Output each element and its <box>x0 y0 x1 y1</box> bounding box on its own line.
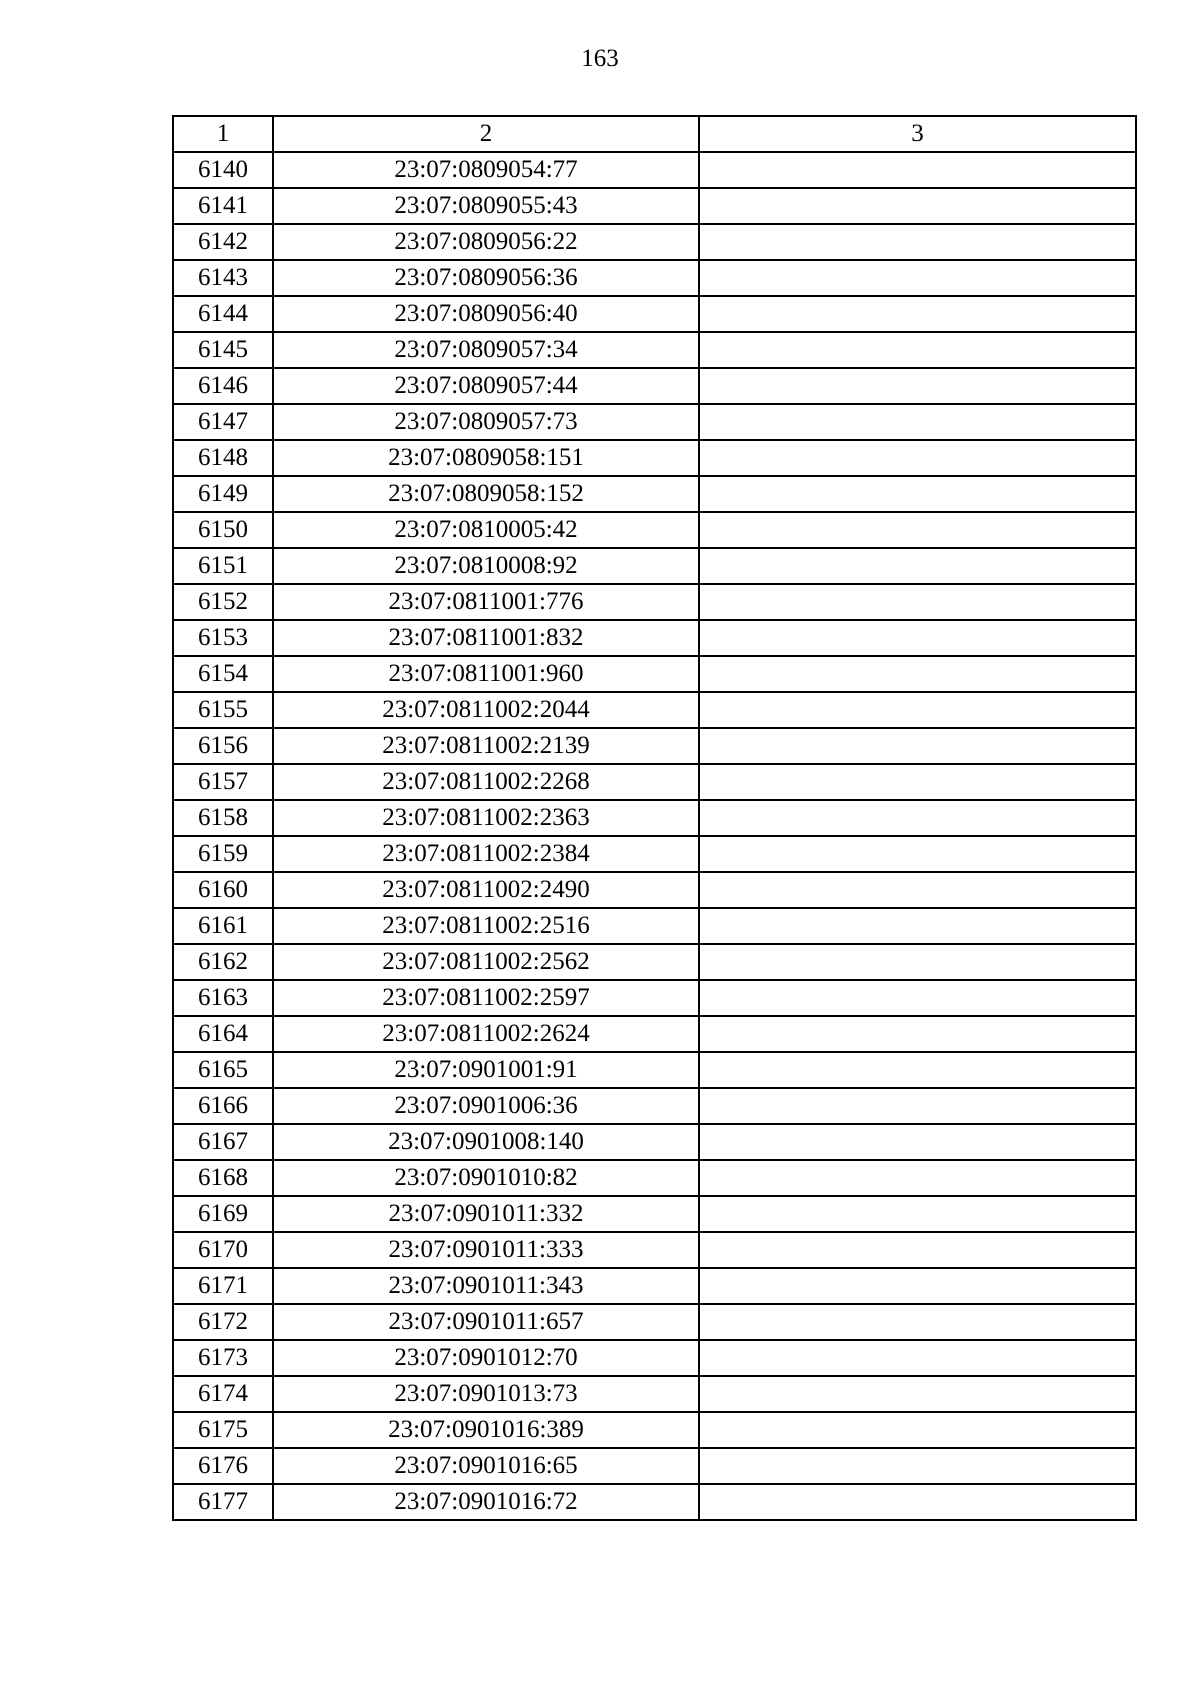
cell-number: 6168 <box>173 1160 273 1196</box>
table-row <box>173 584 1136 620</box>
table-row <box>173 1232 1136 1268</box>
cell-number: 6171 <box>173 1268 273 1304</box>
cell-number: 6151 <box>173 548 273 584</box>
cell-cadastral-number: 23:07:0809056:40 <box>273 296 699 332</box>
cell-note <box>699 656 1136 692</box>
cell-cadastral-number: 23:07:0811002:2624 <box>273 1016 699 1052</box>
cell-cadastral-number: 23:07:0811002:2516 <box>273 908 699 944</box>
cell-number: 6159 <box>173 836 273 872</box>
cell-note <box>699 1124 1136 1160</box>
cell-cadastral-number: 23:07:0901011:343 <box>273 1268 699 1304</box>
cell-number: 6166 <box>173 1088 273 1124</box>
cell-note <box>699 260 1136 296</box>
table-row <box>173 1484 1136 1520</box>
cell-number: 6149 <box>173 476 273 512</box>
table-row <box>173 476 1136 512</box>
table-row <box>173 1340 1136 1376</box>
cell-cadastral-number: 23:07:0901016:65 <box>273 1448 699 1484</box>
cell-note <box>699 1412 1136 1448</box>
table-row <box>173 800 1136 836</box>
table-row <box>173 224 1136 260</box>
cell-note <box>699 908 1136 944</box>
table-row <box>173 872 1136 908</box>
cell-note <box>699 404 1136 440</box>
cell-number: 6141 <box>173 188 273 224</box>
cell-note <box>699 188 1136 224</box>
cell-number: 6148 <box>173 440 273 476</box>
cell-number: 6143 <box>173 260 273 296</box>
cell-cadastral-number: 23:07:0901013:73 <box>273 1376 699 1412</box>
cell-cadastral-number: 23:07:0811002:2597 <box>273 980 699 1016</box>
cell-note <box>699 548 1136 584</box>
cell-number: 6156 <box>173 728 273 764</box>
cell-cadastral-number: 23:07:0810005:42 <box>273 512 699 548</box>
table-row <box>173 620 1136 656</box>
table-row <box>173 296 1136 332</box>
cell-cadastral-number: 23:07:0811002:2139 <box>273 728 699 764</box>
cell-cadastral-number: 23:07:0811001:832 <box>273 620 699 656</box>
cell-number: 6163 <box>173 980 273 1016</box>
cell-number: 6157 <box>173 764 273 800</box>
cell-note <box>699 1160 1136 1196</box>
table-row <box>173 764 1136 800</box>
cell-note <box>699 1232 1136 1268</box>
cell-cadastral-number: 23:07:0811002:2490 <box>273 872 699 908</box>
table-row <box>173 944 1136 980</box>
cell-cadastral-number: 23:07:0901008:140 <box>273 1124 699 1160</box>
cell-number: 6161 <box>173 908 273 944</box>
table-row <box>173 548 1136 584</box>
table-row <box>173 836 1136 872</box>
table-row <box>173 440 1136 476</box>
table-row <box>173 512 1136 548</box>
table-row <box>173 1160 1136 1196</box>
cell-cadastral-number: 23:07:0901011:333 <box>273 1232 699 1268</box>
column-header-2: 2 <box>273 116 699 152</box>
cell-note <box>699 1484 1136 1520</box>
cell-number: 6153 <box>173 620 273 656</box>
cell-number: 6146 <box>173 368 273 404</box>
cell-cadastral-number: 23:07:0809058:152 <box>273 476 699 512</box>
cell-cadastral-number: 23:07:0901011:332 <box>273 1196 699 1232</box>
cell-number: 6173 <box>173 1340 273 1376</box>
cell-number: 6147 <box>173 404 273 440</box>
cell-number: 6175 <box>173 1412 273 1448</box>
cell-number: 6176 <box>173 1448 273 1484</box>
cell-note <box>699 440 1136 476</box>
cell-cadastral-number: 23:07:0809055:43 <box>273 188 699 224</box>
table-row <box>173 656 1136 692</box>
cell-note <box>699 368 1136 404</box>
cell-number: 6167 <box>173 1124 273 1160</box>
table-row <box>173 1052 1136 1088</box>
table-row <box>173 1088 1136 1124</box>
cell-note <box>699 620 1136 656</box>
column-header-1: 1 <box>173 116 273 152</box>
cell-number: 6165 <box>173 1052 273 1088</box>
cell-cadastral-number: 23:07:0811002:2384 <box>273 836 699 872</box>
table-row <box>173 368 1136 404</box>
cell-number: 6162 <box>173 944 273 980</box>
table-row <box>173 1016 1136 1052</box>
cell-number: 6152 <box>173 584 273 620</box>
table-row <box>173 692 1136 728</box>
table-row <box>173 152 1136 188</box>
table-row <box>173 1268 1136 1304</box>
table-row <box>173 1376 1136 1412</box>
cell-cadastral-number: 23:07:0809058:151 <box>273 440 699 476</box>
cell-note <box>699 1016 1136 1052</box>
cell-cadastral-number: 23:07:0901016:72 <box>273 1484 699 1520</box>
cell-cadastral-number: 23:07:0811002:2562 <box>273 944 699 980</box>
cell-number: 6164 <box>173 1016 273 1052</box>
table-row <box>173 404 1136 440</box>
cell-note <box>699 512 1136 548</box>
cell-number: 6174 <box>173 1376 273 1412</box>
page-number: 163 <box>581 45 619 72</box>
cell-note <box>699 1052 1136 1088</box>
cell-note <box>699 1376 1136 1412</box>
cell-cadastral-number: 23:07:0901016:389 <box>273 1412 699 1448</box>
cell-cadastral-number: 23:07:0811002:2044 <box>273 692 699 728</box>
table-row <box>173 728 1136 764</box>
column-header-3: 3 <box>699 116 1136 152</box>
cell-note <box>699 944 1136 980</box>
cell-cadastral-number: 23:07:0901012:70 <box>273 1340 699 1376</box>
cell-note <box>699 872 1136 908</box>
cell-note <box>699 692 1136 728</box>
cell-cadastral-number: 23:07:0809056:36 <box>273 260 699 296</box>
table-row <box>173 1196 1136 1232</box>
cell-number: 6145 <box>173 332 273 368</box>
table-row <box>173 188 1136 224</box>
cell-number: 6158 <box>173 800 273 836</box>
cell-note <box>699 980 1136 1016</box>
cell-number: 6150 <box>173 512 273 548</box>
cell-note <box>699 224 1136 260</box>
cell-number: 6140 <box>173 152 273 188</box>
cell-cadastral-number: 23:07:0809057:44 <box>273 368 699 404</box>
cell-note <box>699 584 1136 620</box>
cell-note <box>699 152 1136 188</box>
cell-number: 6172 <box>173 1304 273 1340</box>
cell-number: 6154 <box>173 656 273 692</box>
cell-cadastral-number: 23:07:0901011:657 <box>273 1304 699 1340</box>
cell-note <box>699 332 1136 368</box>
cell-cadastral-number: 23:07:0809054:77 <box>273 152 699 188</box>
cell-note <box>699 800 1136 836</box>
table-row <box>173 1448 1136 1484</box>
table-row <box>173 1412 1136 1448</box>
table-row <box>173 908 1136 944</box>
cell-cadastral-number: 23:07:0811001:776 <box>273 584 699 620</box>
cell-cadastral-number: 23:07:0809057:34 <box>273 332 699 368</box>
registry-table <box>172 115 1137 1521</box>
cell-cadastral-number: 23:07:0809057:73 <box>273 404 699 440</box>
cell-cadastral-number: 23:07:0811001:960 <box>273 656 699 692</box>
cell-cadastral-number: 23:07:0901010:82 <box>273 1160 699 1196</box>
cell-cadastral-number: 23:07:0810008:92 <box>273 548 699 584</box>
cell-cadastral-number: 23:07:0811002:2268 <box>273 764 699 800</box>
cell-note <box>699 1448 1136 1484</box>
cell-number: 6169 <box>173 1196 273 1232</box>
table-row <box>173 1304 1136 1340</box>
cell-number: 6155 <box>173 692 273 728</box>
cell-number: 6144 <box>173 296 273 332</box>
cell-number: 6160 <box>173 872 273 908</box>
cell-note <box>699 1304 1136 1340</box>
cell-number: 6177 <box>173 1484 273 1520</box>
cell-note <box>699 764 1136 800</box>
table-row <box>173 260 1136 296</box>
cell-note <box>699 476 1136 512</box>
cell-note <box>699 1340 1136 1376</box>
cell-number: 6170 <box>173 1232 273 1268</box>
table-row <box>173 332 1136 368</box>
cell-note <box>699 1088 1136 1124</box>
cell-cadastral-number: 23:07:0901006:36 <box>273 1088 699 1124</box>
cell-note <box>699 1196 1136 1232</box>
table-body <box>173 152 1136 1520</box>
cell-note <box>699 728 1136 764</box>
cell-cadastral-number: 23:07:0809056:22 <box>273 224 699 260</box>
cell-note <box>699 836 1136 872</box>
table-row <box>173 1124 1136 1160</box>
table-row <box>173 980 1136 1016</box>
table-header <box>173 116 1136 152</box>
header-row <box>173 116 1136 152</box>
cell-note <box>699 1268 1136 1304</box>
cell-cadastral-number: 23:07:0811002:2363 <box>273 800 699 836</box>
cell-cadastral-number: 23:07:0901001:91 <box>273 1052 699 1088</box>
cell-note <box>699 296 1136 332</box>
cell-number: 6142 <box>173 224 273 260</box>
